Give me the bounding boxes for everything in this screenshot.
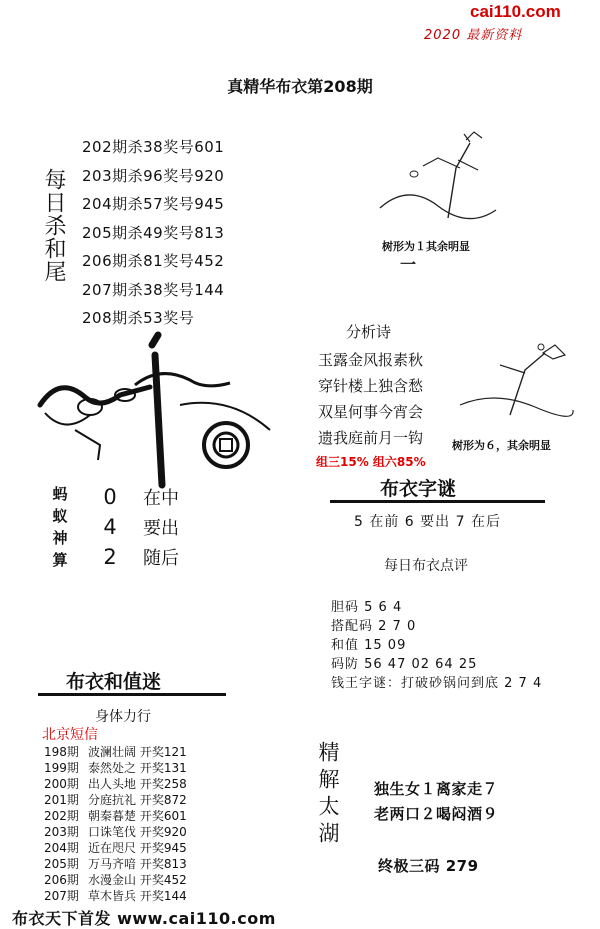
ant-label: 蚂蚁神算 [52,485,68,569]
review-line: 钱王字谜：打破砂锅问到底 2 7 4 [331,676,543,691]
ant-digit: 2 [103,545,117,569]
ant-text: 随后 [143,548,179,569]
review-line: 搭配码 2 7 0 [331,619,417,634]
buyi-title: 布衣和值迷 [66,671,162,693]
poem-line: 玉露金风报素秋 [318,351,424,369]
tree-1-caption: 树形为１其余明显 [382,240,470,253]
jing-lines [374,777,498,827]
list-item: 200期 出人头地 开奖258 [44,777,187,791]
jing-vertical-title: 精解太湖 [316,741,340,849]
kill-item: 203期杀96奖号920 [82,166,225,185]
poem-line: 双星何事今宵会 [318,403,424,421]
list-item: 203期 口诛笔伐 开奖920 [44,825,187,839]
review-line: 胆码 5 6 4 [331,600,403,615]
review-line: 码防 56 47 02 64 25 [331,657,478,672]
riddle-answer: 5 在前 6 要出 7 在后 [354,514,501,530]
tree-sketch-2 [455,335,575,425]
jing-line: 老两口２喝闷酒９ [374,805,499,823]
review-lines [331,598,542,693]
sms-list [44,744,187,904]
poem-line: 遗我庭前月一钩 [318,429,424,447]
ant-digit: 0 [103,485,117,509]
list-item: 204期 近在咫尺 开奖945 [44,841,187,855]
kill-item: 206期杀81奖号452 [82,252,225,270]
list-item: 199期 泰然处之 开奖131 [44,761,187,775]
daily-kill-vertical-title: 每日杀和尾 [41,168,66,283]
ant-digit: 4 [103,515,117,539]
riddle-divider [330,500,545,503]
review-title: 每日布衣点评 [384,558,468,574]
tree-2-caption: 树形为６，其余明显 [452,439,551,452]
list-item: 205期 万马齐喑 开奖813 [44,857,187,871]
poem-title: 分析诗 [346,323,392,341]
ant-text: 在中 [143,488,179,509]
kill-item: 204期杀57奖号945 [82,195,225,213]
list-item: 206期 水漫金山 开奖452 [44,873,187,887]
tree-sketch-1 [378,128,498,223]
list-item: 202期 朝秦暮楚 开奖601 [44,809,187,823]
sms-title: 北京短信 [42,727,98,743]
tree-1-mark: 一 [400,255,417,274]
ant-text: 要出 [143,518,179,539]
kill-item: 205期杀49奖号813 [82,223,225,242]
poem-note: 组三15% 组六85% [316,455,426,469]
site-logo-text: cai110.com [470,2,561,21]
list-item: 198期 波澜壮阔 开奖121 [44,745,187,759]
calligraphy-fu-drawing [30,335,280,490]
buyi-divider [38,693,226,696]
kill-item: 208期杀53奖号 [82,309,195,327]
ant-digits [100,482,120,572]
kill-item: 202期杀38奖号601 [82,138,225,156]
page-title: 真精华布衣第208期 [227,77,373,96]
final-three-codes: 终极三码 279 [378,857,479,875]
poem-line: 穿针楼上独含愁 [318,377,424,395]
riddle-title: 布衣字谜 [380,478,457,500]
review-line: 和值 15 09 [331,638,407,653]
daily-kill-list [82,133,224,333]
ant-texts [143,484,179,574]
poem-lines [318,347,423,451]
list-item: 207期 草木皆兵 开奖144 [44,889,187,903]
footer-banner: 布衣天下首发 www.cai110.com [12,909,276,928]
kill-item: 207期杀38奖号144 [82,280,225,299]
jing-line: 独生女１离家走７ [374,780,499,798]
year-tag: 2020 最新资料 [424,28,523,43]
list-item: 201期 分庭抗礼 开奖872 [44,793,187,807]
buyi-subtitle: 身体力行 [95,709,151,725]
